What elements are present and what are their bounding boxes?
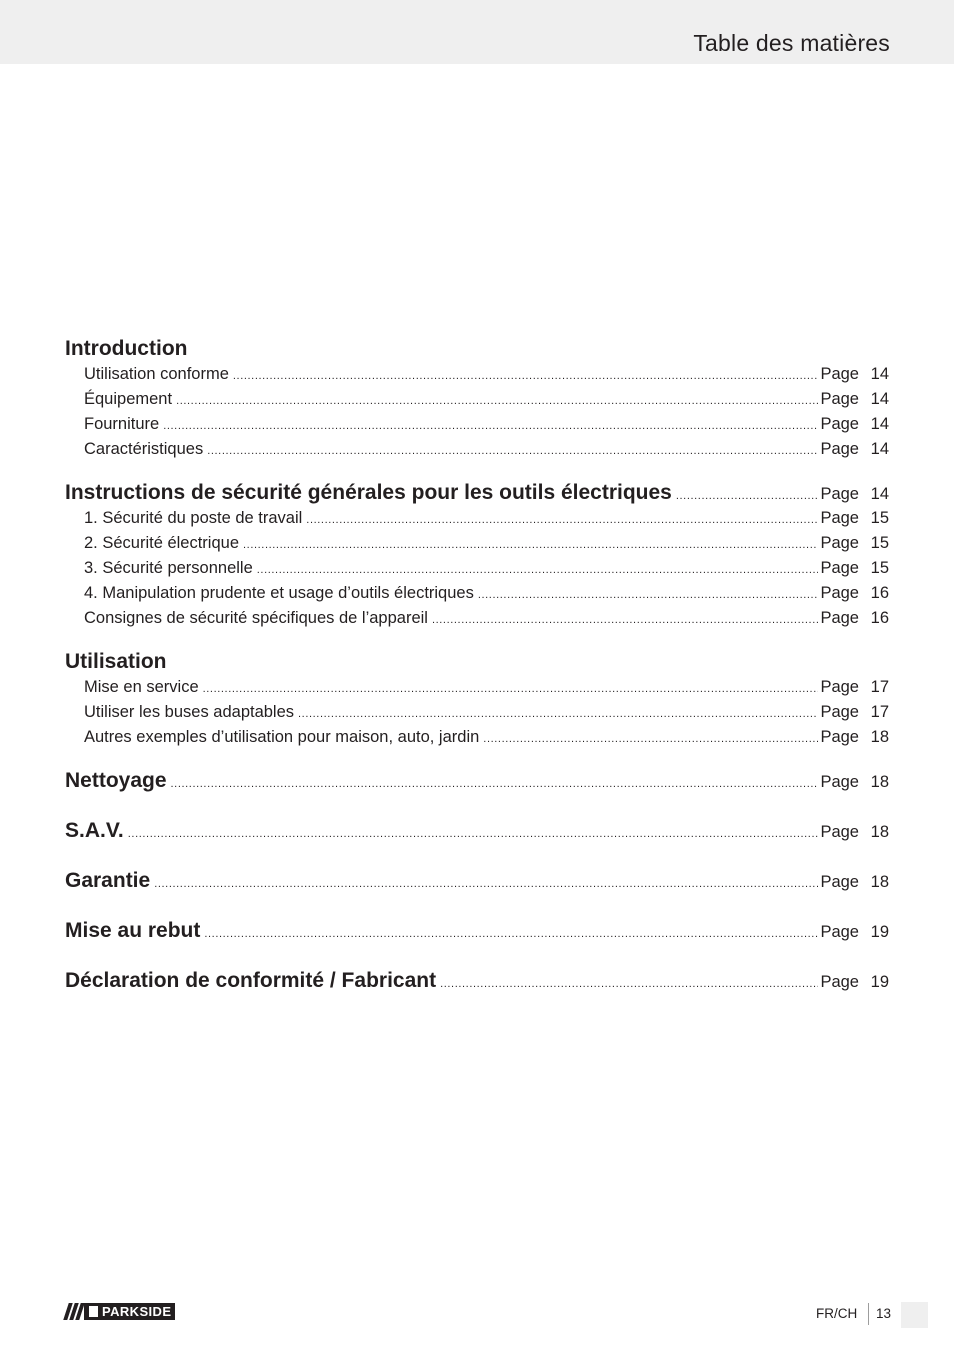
toc-page-number: 18 bbox=[870, 728, 889, 746]
toc-leader-dots bbox=[676, 483, 819, 510]
toc-section-title: Instructions de sécurité générales pour les outils électriques bbox=[65, 481, 672, 504]
toc-page-word: Page bbox=[820, 559, 859, 577]
toc-page-number: 14 bbox=[870, 440, 889, 458]
toc-leader-dots bbox=[432, 608, 818, 633]
toc-page-number: 18 bbox=[870, 873, 889, 891]
toc-page-word: Page bbox=[820, 973, 859, 991]
toc-leader-dots bbox=[203, 677, 819, 702]
toc-entry-label: Consignes de sécurité spécifiques de l’appareil bbox=[84, 609, 428, 627]
toc-leader-dots bbox=[163, 414, 818, 439]
footer-page-number: 13 bbox=[876, 1306, 892, 1321]
toc-entry-label: Caractéristiques bbox=[84, 440, 204, 458]
toc-leader-dots bbox=[176, 389, 818, 414]
toc-page-word: Page bbox=[820, 390, 859, 408]
toc-page-number: 14 bbox=[870, 390, 889, 408]
logo-slashes-icon bbox=[64, 1303, 84, 1320]
toc-page-number: 19 bbox=[870, 973, 889, 991]
toc-major-sections bbox=[65, 767, 889, 994]
toc-major-entry-conformity[interactable] bbox=[65, 967, 889, 994]
toc-entry-label: 4. Manipulation prudente et usage d’outils électriques bbox=[84, 584, 474, 602]
toc-entry[interactable] bbox=[65, 387, 889, 412]
toc-section-title: Déclaration de conformité / Fabricant bbox=[65, 969, 437, 992]
toc-major-entry[interactable] bbox=[65, 479, 889, 506]
toc-entry-label: Autres exemples d’utilisation pour maison, auto, jardin bbox=[84, 728, 480, 746]
toc-page-number: 17 bbox=[870, 678, 889, 696]
toc-leader-dots bbox=[233, 364, 819, 389]
toc-entry[interactable] bbox=[65, 362, 889, 387]
brand-logo bbox=[64, 1303, 175, 1320]
toc-entry[interactable] bbox=[65, 700, 889, 725]
toc-page-word: Page bbox=[820, 728, 859, 746]
toc-leader-dots bbox=[207, 439, 818, 464]
toc-leader-dots bbox=[306, 508, 818, 533]
toc-entry-label: 2. Sécurité électrique bbox=[84, 534, 240, 552]
footer-tab-marker bbox=[901, 1302, 928, 1328]
toc-page-word: Page bbox=[820, 873, 859, 891]
toc-entry[interactable] bbox=[65, 606, 889, 631]
toc-entry[interactable] bbox=[65, 506, 889, 531]
toc-page-number: 19 bbox=[870, 923, 889, 941]
toc-page-word: Page bbox=[820, 703, 859, 721]
toc-leader-dots bbox=[128, 821, 819, 848]
toc-page-number: 14 bbox=[870, 415, 889, 433]
toc-page-word: Page bbox=[820, 485, 859, 503]
toc-page-word: Page bbox=[820, 823, 859, 841]
toc-major-entry-warranty[interactable] bbox=[65, 867, 889, 894]
toc-page-word: Page bbox=[820, 609, 859, 627]
toc-leader-dots bbox=[171, 771, 819, 798]
toc-leader-dots bbox=[243, 533, 818, 558]
toc-section-introduction bbox=[65, 335, 889, 462]
toc-page-number: 18 bbox=[870, 823, 889, 841]
toc-entry-label: Fourniture bbox=[84, 415, 160, 433]
toc-leader-dots bbox=[204, 921, 818, 948]
toc-page-word: Page bbox=[820, 440, 859, 458]
toc-entry[interactable] bbox=[65, 675, 889, 700]
toc-page-number: 18 bbox=[870, 773, 889, 791]
toc-section-title: Nettoyage bbox=[65, 769, 167, 792]
toc-section-safety bbox=[65, 479, 889, 631]
toc-entry-label: 3. Sécurité personnelle bbox=[84, 559, 253, 577]
toc-section-title: Garantie bbox=[65, 869, 151, 892]
brand-name: PARKSIDE bbox=[84, 1303, 175, 1320]
toc-entry-label: Mise en service bbox=[84, 678, 199, 696]
toc-page-number: 16 bbox=[870, 609, 889, 627]
toc-entry-label: Utilisation conforme bbox=[84, 365, 229, 383]
toc-entry-label: Utiliser les buses adaptables bbox=[84, 703, 295, 721]
toc-section-title: Introduction bbox=[65, 337, 188, 360]
page-title: Table des matières bbox=[693, 30, 890, 56]
toc-entry[interactable] bbox=[65, 412, 889, 437]
toc-entry[interactable] bbox=[65, 581, 889, 606]
toc-page-word: Page bbox=[820, 773, 859, 791]
header-bar bbox=[0, 0, 954, 64]
toc-leader-dots bbox=[257, 558, 819, 583]
table-of-contents bbox=[65, 335, 889, 1017]
toc-page-word: Page bbox=[820, 509, 859, 527]
toc-major-entry-service[interactable] bbox=[65, 817, 889, 844]
toc-section-title: Mise au rebut bbox=[65, 919, 201, 942]
toc-page-word: Page bbox=[820, 584, 859, 602]
toc-leader-dots bbox=[154, 871, 818, 898]
toc-entry-label: 1. Sécurité du poste de travail bbox=[84, 509, 303, 527]
toc-page-number: 15 bbox=[870, 534, 889, 552]
toc-leader-dots bbox=[298, 702, 818, 727]
toc-section-title: Utilisation bbox=[65, 650, 167, 673]
toc-page-word: Page bbox=[820, 365, 859, 383]
footer-divider bbox=[868, 1303, 869, 1325]
toc-page-number: 14 bbox=[870, 485, 889, 503]
toc-section-title: S.A.V. bbox=[65, 819, 124, 842]
toc-entry[interactable] bbox=[65, 725, 889, 750]
toc-page-word: Page bbox=[820, 415, 859, 433]
toc-page-word: Page bbox=[820, 678, 859, 696]
toc-entry-label: Équipement bbox=[84, 390, 173, 408]
toc-section-usage bbox=[65, 648, 889, 750]
toc-page-number: 16 bbox=[870, 584, 889, 602]
footer-language: FR/CH bbox=[816, 1306, 858, 1321]
toc-major-entry-cleaning[interactable] bbox=[65, 767, 889, 794]
toc-entry[interactable] bbox=[65, 437, 889, 462]
toc-entry[interactable] bbox=[65, 556, 889, 581]
toc-major-entry-disposal[interactable] bbox=[65, 917, 889, 944]
toc-page-number: 14 bbox=[870, 365, 889, 383]
toc-page-word: Page bbox=[820, 534, 859, 552]
toc-page-number: 15 bbox=[870, 509, 889, 527]
toc-leader-dots bbox=[478, 583, 819, 608]
toc-page-word: Page bbox=[820, 923, 859, 941]
toc-entry[interactable] bbox=[65, 531, 889, 556]
toc-leader-dots bbox=[440, 971, 818, 998]
toc-page-number: 17 bbox=[870, 703, 889, 721]
toc-leader-dots bbox=[483, 727, 818, 752]
toc-page-number: 15 bbox=[870, 559, 889, 577]
